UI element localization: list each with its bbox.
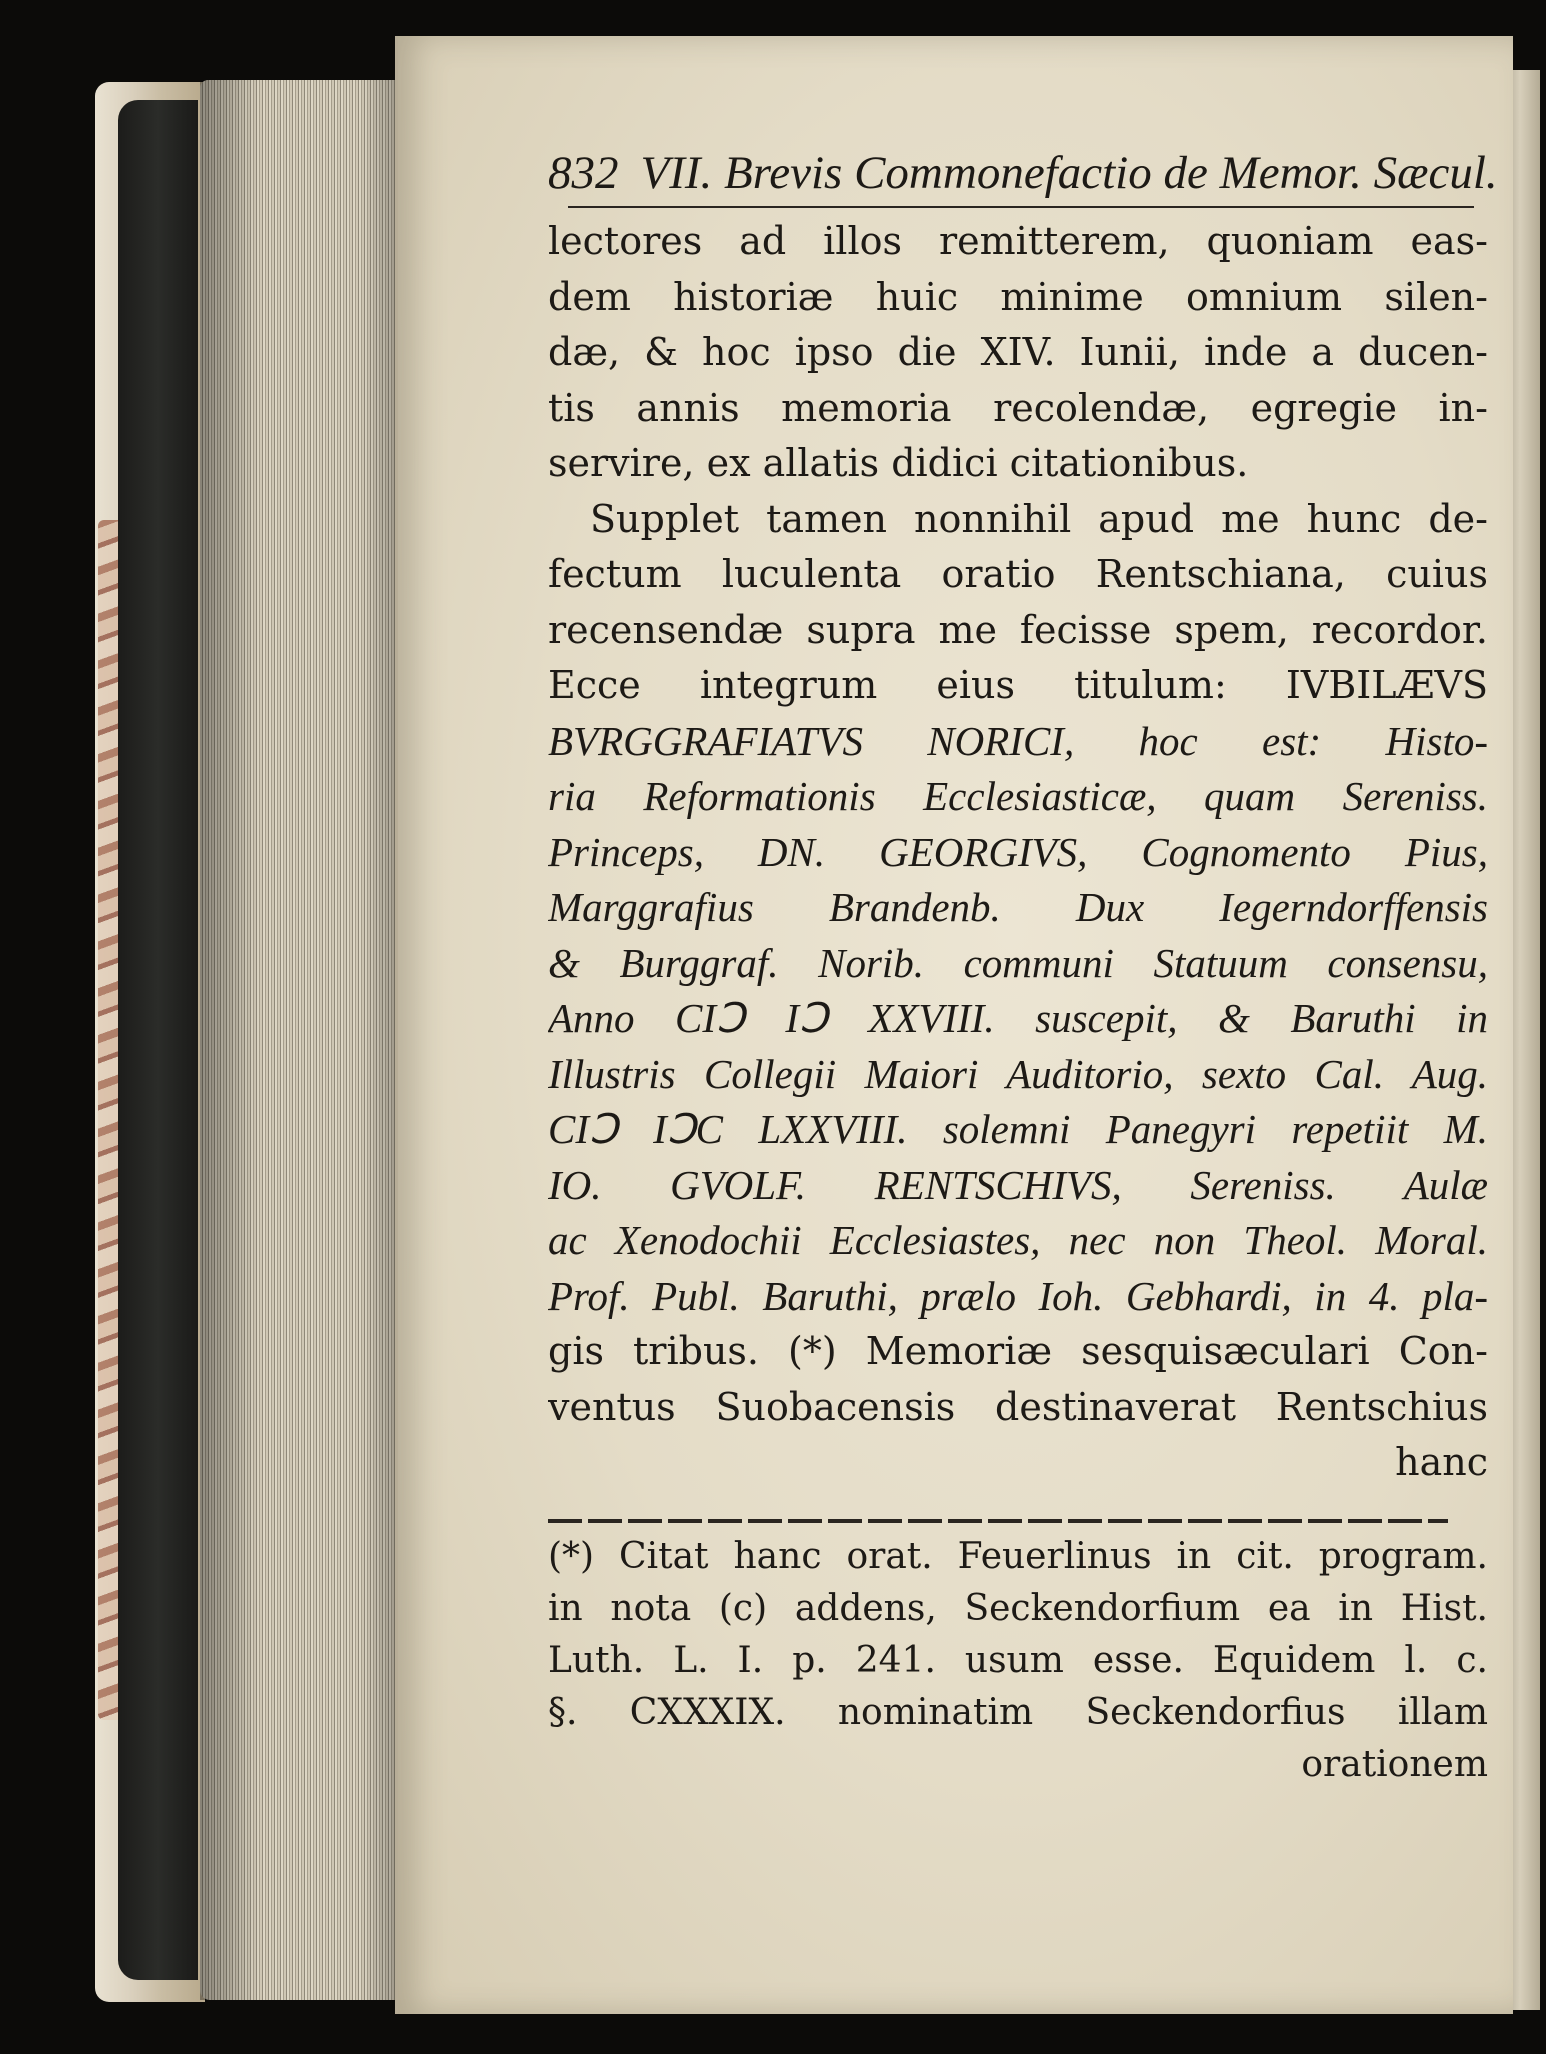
page-text <box>548 146 1498 1791</box>
body-line: BVRGGRAFIATVS NORICI, hoc est: Histo- <box>548 717 1488 764</box>
footnote-line: Luth. L. I. p. 241. usum esse. Equidem l. c. <box>548 1639 1488 1681</box>
body-line: Marggrafius Brandenb. Dux Iegerndorffensis <box>548 884 1488 930</box>
body-line: recensendæ supra me fecisse spem, recordor. <box>548 607 1488 652</box>
body-line: fectum luculenta oratio Rentschiana, cuius <box>548 552 1488 596</box>
page-edges-shadow <box>200 80 400 2000</box>
body-line: Prof. Publ. Baruthi, prælo Ioh. Gebhardi, in 4. pla- <box>548 1272 1488 1319</box>
body-line: servire, ex allatis didici citationibus. <box>548 441 1249 485</box>
catchword: hanc <box>1395 1440 1488 1484</box>
footnote-line: §. CXXXIX. nominatim Seckendorfius illam <box>548 1691 1488 1733</box>
footnote-separator-rule <box>548 1519 1448 1523</box>
body-line: dæ, & hoc ipso die XIV. Iunii, inde a ducen- <box>548 330 1488 374</box>
book-page <box>395 36 1513 2014</box>
running-title: VII. Brevis Commonefactio de Memor. Sæcul. <box>640 147 1498 199</box>
body-line: Illustris Collegii Maiori Auditorio, sexto Cal. Aug. <box>548 1050 1488 1097</box>
body-line: ventus Suobacensis destinaverat Rentschius <box>548 1384 1488 1429</box>
body-line: ria Reformationis Ecclesiasticæ, quam Sereniss. <box>548 773 1488 819</box>
body-line: tis annis memoria recolendæ, egregie in- <box>548 385 1488 430</box>
book-spine <box>118 100 198 1980</box>
running-head <box>548 146 1498 204</box>
page-number: 832 <box>548 147 619 199</box>
footnote-catchword: orationem <box>1301 1743 1488 1785</box>
body-line: CIↃ IↃC LXXVIII. solemni Panegyri repetiit M. <box>548 1106 1488 1152</box>
body-line: Anno CIↃ IↃ XXVIII. suscepit, & Baruthi in <box>548 995 1488 1041</box>
footnote-line: in nota (c) addens, Seckendorfium ea in Hist. <box>548 1587 1488 1629</box>
body-line: Supplet tamen nonnihil apud me hunc de- <box>590 496 1488 541</box>
body-line: gis tribus. (*) Memoriæ sesquisæculari Con- <box>548 1329 1488 1373</box>
header-rule <box>568 206 1474 208</box>
body-line: IO. GVOLF. RENTSCHIVS, Sereniss. Aulæ <box>548 1161 1488 1208</box>
body-line: lectores ad illos remitterem, quoniam eas- <box>548 219 1488 263</box>
footnote-line: (*) Citat hanc orat. Feuerlinus in cit. program. <box>548 1535 1488 1577</box>
body-line: dem historiæ huic minime omnium silen- <box>548 274 1488 319</box>
body-text <box>548 214 1488 1491</box>
body-line: Princeps, DN. GEORGIVS, Cognomento Pius, <box>548 828 1488 875</box>
body-line: ac Xenodochii Ecclesiastes, nec non Theol. Moral. <box>548 1217 1488 1263</box>
body-line: & Burggraf. Norib. communi Statuum consensu, <box>548 939 1488 986</box>
footnote <box>548 1531 1488 1791</box>
body-line: Ecce integrum eius titulum: IVBILÆVS <box>548 663 1488 707</box>
